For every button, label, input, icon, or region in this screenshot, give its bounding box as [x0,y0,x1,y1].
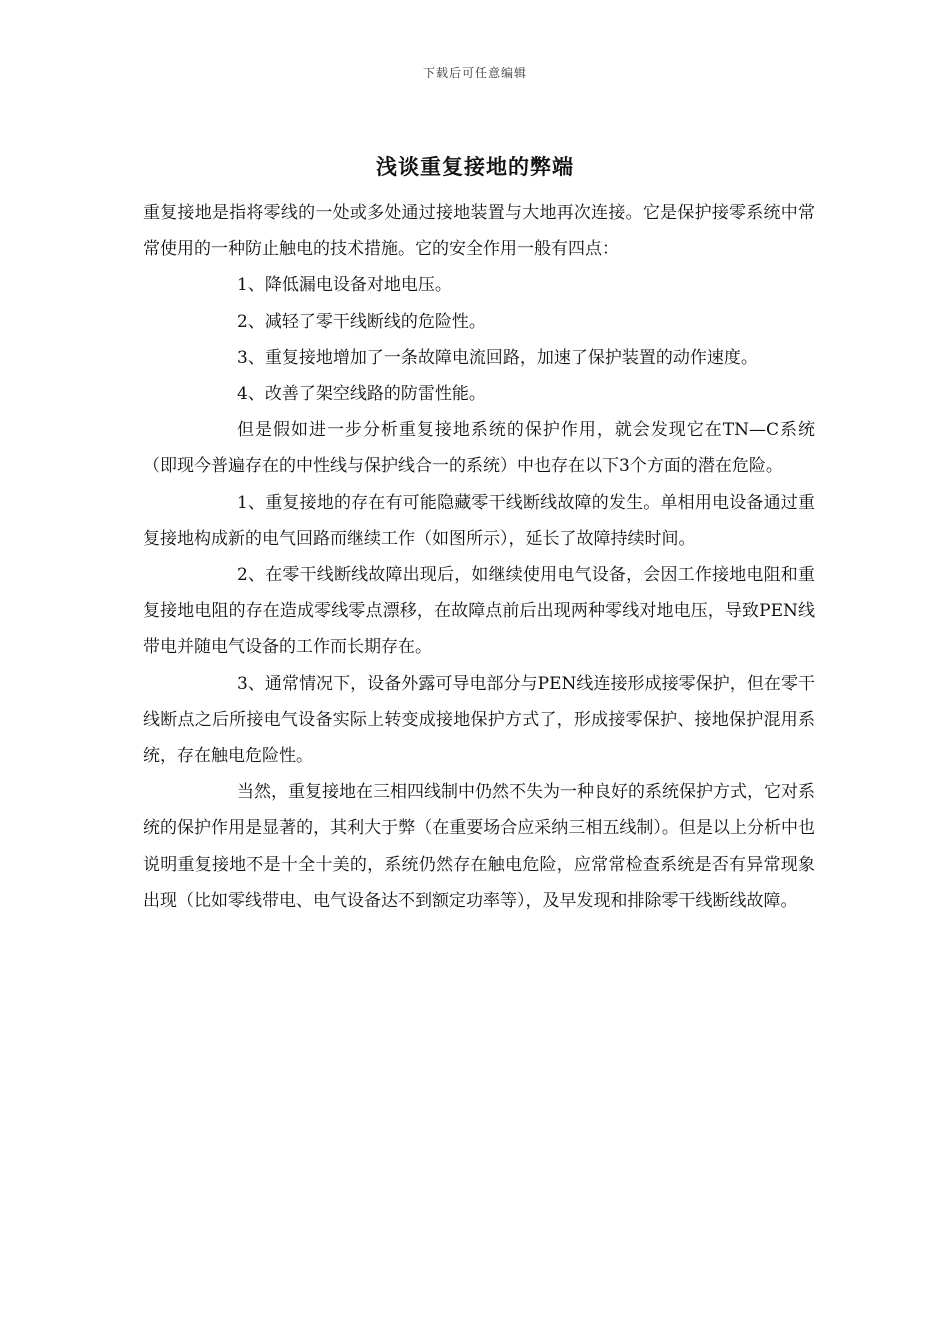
danger-paragraph-3: 3、通常情况下，设备外露可导电部分与PEN线连接形成接零保护，但在零干线断点之后所接电气设备实际上转变成接地保护方式了，形成接零保护、接地保护混用系统，存在触电危险性。 [143,673,815,767]
transition-paragraph: 但是假如进一步分析重复接地系统的保护作用，就会发现它在TN—C系统（即现今普遍存在的中性线与保护线合一的系统）中也存在以下3个方面的潜在危险。 [143,420,815,477]
benefit-item-4: 4、改善了架空线路的防雷性能。 [237,384,486,405]
benefit-item-1: 1、降低漏电设备对地电压。 [237,275,452,296]
benefit-item-2: 2、减轻了零干线断线的危险性。 [237,311,486,332]
danger-paragraph-2: 2、在零干线断线故障出现后，如继续使用电气设备，会因工作接地电阻和重复接地电阻的存在造成零线零点漂移，在故障点前后出现两种零线对地电压，导致PEN线带电并随电气设备的工作而长期存在。 [143,565,815,658]
benefit-item-3: 3、重复接地增加了一条故障电流回路，加速了保护装置的动作速度。 [237,347,758,368]
document-title: 浅谈重复接地的弊端 [376,155,574,179]
intro-paragraph: 重复接地是指将零线的一处或多处通过接地装置与大地再次连接。它是保护接零系统中常常使用的一种防止触电的技术措施。它的安全作用一般有四点： [143,203,815,260]
danger-paragraph-1: 1、重复接地的存在有可能隐藏零干线断线故障的发生。单相用电设备通过重复接地构成新的电气回路而继续工作（如图所示），延长了故障持续时间。 [143,492,815,549]
conclusion-paragraph: 当然，重复接地在三相四线制中仍然不失为一种良好的系统保护方式，它对系统的保护作用是显著的，其利大于弊（在重要场合应采纳三相五线制）。但是以上分析中也说明重复接地不是十全十美的，系统仍然存在触电危险，应常常检查系统是否有异常现象出现（比如零线带电、电气设备达不到额定功率等），及早发现和排除零干线断线故障。 [143,782,815,911]
document-body [143,195,815,919]
page-header-note: 下载后可任意编辑 [422,66,527,80]
